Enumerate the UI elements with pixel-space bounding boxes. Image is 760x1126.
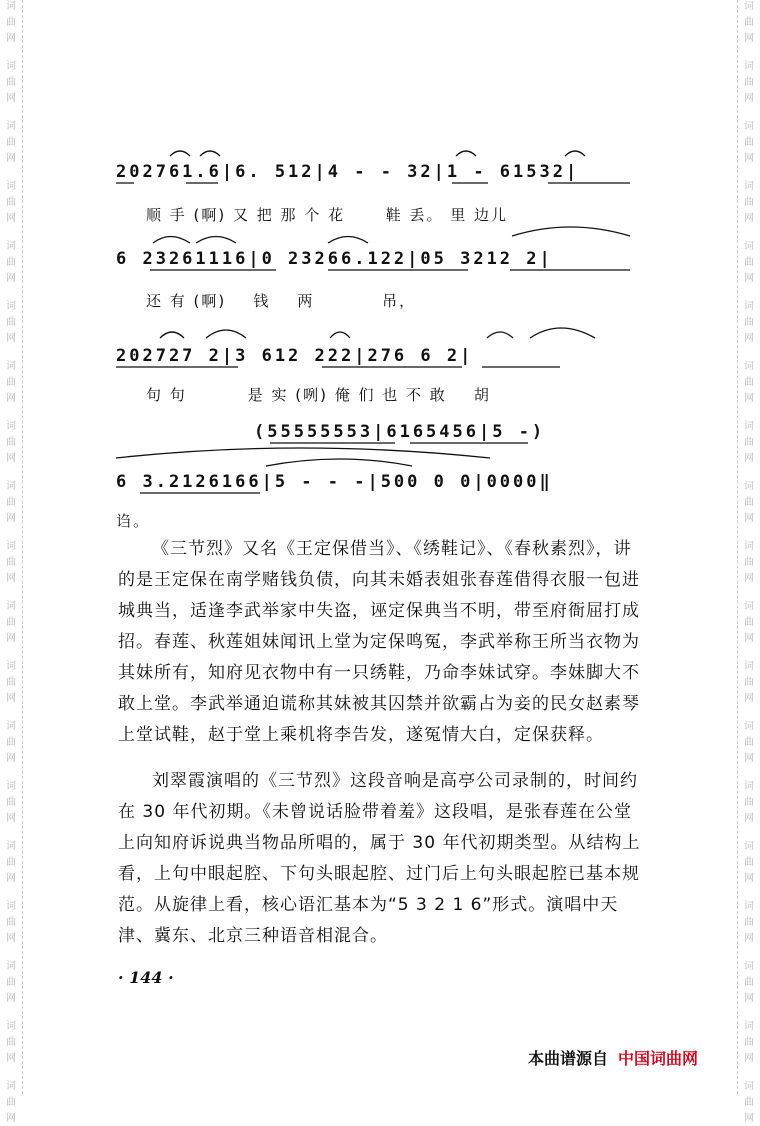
watermark-glyph: 网 — [744, 813, 754, 824]
score-line-5: 6 3.2126166|5 - - -|500 0 0|0000‖ — [116, 472, 553, 492]
watermark-glyph: 曲 — [744, 917, 754, 928]
watermark-glyph: 词 — [6, 781, 16, 792]
lyric-line-1: 顺 手 (啊) 又 把 那 个 花 鞋 丢。 里 边儿 — [146, 206, 508, 224]
watermark-glyph: 曲 — [6, 977, 16, 988]
watermark-glyph: 网 — [744, 393, 754, 404]
watermark-glyph: 网 — [6, 1113, 16, 1124]
watermark-glyph: 曲 — [6, 17, 16, 28]
watermark-glyph: 网 — [6, 93, 16, 104]
watermark-glyph: 曲 — [6, 677, 16, 688]
watermark-glyph: 词 — [6, 1081, 16, 1092]
watermark-glyph: 词 — [6, 841, 16, 852]
watermark-glyph: 网 — [6, 213, 16, 224]
watermark-glyph: 网 — [744, 213, 754, 224]
watermark-glyph: 网 — [744, 933, 754, 944]
watermark-glyph: 网 — [6, 333, 16, 344]
watermark-glyph: 曲 — [6, 77, 16, 88]
watermark-glyph: 网 — [6, 573, 16, 584]
watermark-glyph: 曲 — [744, 617, 754, 628]
watermark-glyph: 词 — [6, 601, 16, 612]
footer-credit — [528, 1046, 698, 1069]
watermark-glyph: 曲 — [6, 377, 16, 388]
score-slurs — [0, 0, 760, 540]
watermark-glyph: 网 — [744, 753, 754, 764]
watermark-glyph: 词 — [744, 601, 754, 612]
watermark-glyph: 曲 — [6, 917, 16, 928]
watermark-glyph: 网 — [744, 1053, 754, 1064]
watermark-glyph: 曲 — [744, 197, 754, 208]
watermark-glyph: 网 — [744, 573, 754, 584]
watermark-glyph: 曲 — [744, 77, 754, 88]
watermark-glyph: 网 — [744, 273, 754, 284]
watermark-glyph: 网 — [6, 453, 16, 464]
watermark-glyph: 词 — [744, 1081, 754, 1092]
watermark-glyph: 词 — [6, 541, 16, 552]
watermark-glyph: 曲 — [744, 677, 754, 688]
watermark-glyph: 词 — [744, 421, 754, 432]
watermark-glyph: 曲 — [6, 257, 16, 268]
watermark-glyph: 网 — [744, 333, 754, 344]
watermark-glyph: 网 — [6, 993, 16, 1004]
watermark-glyph: 词 — [6, 61, 16, 72]
watermark-glyph: 词 — [6, 1021, 16, 1032]
watermark-glyph: 曲 — [744, 737, 754, 748]
watermark-glyph: 曲 — [6, 557, 16, 568]
watermark-glyph: 曲 — [744, 857, 754, 868]
page-number: · 144 · — [118, 968, 174, 987]
footer-source-label: 本曲谱源自 — [528, 1049, 609, 1068]
watermark-glyph: 网 — [744, 1113, 754, 1124]
watermark-glyph: 词 — [6, 661, 16, 672]
watermark-glyph: 网 — [6, 633, 16, 644]
watermark-glyph: 曲 — [6, 797, 16, 808]
watermark-glyph: 词 — [6, 241, 16, 252]
watermark-glyph: 词 — [744, 721, 754, 732]
footer-site-name[interactable]: 中国词曲网 — [618, 1049, 699, 1068]
score-interlude: (55555553|6165456|5 -) — [254, 422, 546, 442]
watermark-glyph: 曲 — [6, 137, 16, 148]
watermark-glyph: 曲 — [6, 317, 16, 328]
watermark-glyph: 词 — [744, 1021, 754, 1032]
watermark-glyph: 网 — [6, 33, 16, 44]
watermark-glyph: 词 — [744, 781, 754, 792]
watermark-glyph: 曲 — [6, 737, 16, 748]
watermark-glyph: 网 — [6, 753, 16, 764]
watermark-glyph: 词 — [744, 841, 754, 852]
watermark-glyph: 网 — [6, 873, 16, 884]
watermark-glyph: 词 — [6, 361, 16, 372]
watermark-glyph: 网 — [744, 633, 754, 644]
watermark-glyph: 网 — [744, 513, 754, 524]
watermark-glyph: 词 — [744, 241, 754, 252]
watermark-glyph: 词 — [6, 961, 16, 972]
paragraph-recording-notes: 刘翠霞演唱的《三节烈》这段音响是高亭公司录制的，时间约在 30 年代初期。《未曾说话脸带着羞》这段唱，是张春莲在公堂上向知府诉说典当物品所唱的，属于 30 年代初期类型。从结构上看，上句中眼起腔、下句头眼起腔、过门后上句头眼起腔已基本规范。从旋律上看，核心语汇基本为“5 3 2 1 6”形式。演唱中天津、冀东、北京三种语音相混合。 — [118, 771, 641, 946]
watermark-glyph: 词 — [744, 61, 754, 72]
watermark-glyph: 曲 — [6, 497, 16, 508]
watermark-glyph: 词 — [744, 121, 754, 132]
watermark-glyph: 网 — [744, 93, 754, 104]
watermark-glyph: 曲 — [744, 137, 754, 148]
watermark-glyph: 曲 — [6, 617, 16, 628]
watermark-glyph: 词 — [6, 481, 16, 492]
watermark-glyph: 曲 — [744, 1097, 754, 1108]
watermark-glyph: 曲 — [744, 257, 754, 268]
lyric-line-5: 诌。 — [116, 512, 151, 530]
watermark-glyph: 词 — [744, 661, 754, 672]
watermark-glyph: 曲 — [744, 977, 754, 988]
lyric-line-3: 句 句 是 实 (咧) 俺 们 也 不 敢 胡 — [146, 386, 491, 404]
watermark-glyph: 词 — [6, 421, 16, 432]
watermark-glyph: 词 — [744, 1, 754, 12]
music-score — [0, 0, 760, 540]
watermark-glyph: 词 — [6, 721, 16, 732]
score-line-3: 202727 2|3 612 222|276 6 2| — [116, 346, 474, 366]
watermark-glyph: 词 — [6, 901, 16, 912]
watermark-glyph: 词 — [744, 361, 754, 372]
watermark-glyph: 网 — [6, 513, 16, 524]
watermark-glyph: 网 — [744, 153, 754, 164]
watermark-glyph: 曲 — [6, 1037, 16, 1048]
watermark-glyph: 词 — [6, 181, 16, 192]
watermark-glyph: 曲 — [744, 437, 754, 448]
watermark-glyph: 网 — [744, 993, 754, 1004]
watermark-glyph: 词 — [744, 901, 754, 912]
watermark-glyph: 曲 — [744, 1037, 754, 1048]
watermark-glyph: 网 — [744, 693, 754, 704]
watermark-glyph: 词 — [6, 121, 16, 132]
score-line-2: 6 23261116|0 23266.122|05 3212 2| — [116, 249, 553, 269]
watermark-glyph: 词 — [744, 181, 754, 192]
watermark-glyph: 网 — [6, 933, 16, 944]
watermark-glyph: 曲 — [744, 557, 754, 568]
watermark-glyph: 曲 — [6, 197, 16, 208]
watermark-glyph: 网 — [744, 33, 754, 44]
watermark-glyph: 词 — [744, 541, 754, 552]
watermark-glyph: 词 — [6, 1, 16, 12]
watermark-glyph: 词 — [744, 481, 754, 492]
watermark-glyph: 曲 — [744, 17, 754, 28]
watermark-glyph: 曲 — [744, 377, 754, 388]
watermark-glyph: 网 — [6, 1053, 16, 1064]
watermark-glyph: 曲 — [744, 317, 754, 328]
score-line-1: 202761.6|6. 512|4 - - 32|1 - 61532| — [116, 162, 580, 182]
watermark-glyph: 词 — [744, 301, 754, 312]
watermark-glyph: 曲 — [6, 1097, 16, 1108]
watermark-glyph: 网 — [6, 273, 16, 284]
watermark-glyph: 网 — [744, 453, 754, 464]
watermark-glyph: 网 — [6, 393, 16, 404]
watermark-glyph: 曲 — [6, 857, 16, 868]
lyric-line-2: 还 有 (啊) 钱 两 吊， — [146, 292, 417, 310]
watermark-glyph: 曲 — [6, 437, 16, 448]
watermark-glyph: 网 — [6, 153, 16, 164]
watermark-glyph: 网 — [744, 873, 754, 884]
watermark-glyph: 词 — [744, 961, 754, 972]
watermark-glyph: 网 — [6, 693, 16, 704]
watermark-glyph: 词 — [6, 301, 16, 312]
watermark-glyph: 曲 — [744, 797, 754, 808]
watermark-glyph: 网 — [6, 813, 16, 824]
paragraph-plot-summary: 《三节烈》又名《王定保借当》、《绣鞋记》、《春秋素烈》，讲的是王定保在南学赌钱负债，向其未婚表姐张春莲借得衣服一包进城典当，适逢李武举家中失盗，诬定保典当不明，带至府衙屈打成招。春莲、秋莲姐妹闻讯上堂为定保鸣冤，李武举称王所当衣物为其妹所有，知府见衣物中有一只绣鞋，乃命李妹试穿。李妹脚大不敢上堂。李武举通迫谎称其妹被其囚禁并欲霸占为妾的民女赵素琴上堂试鞋，赵于堂上乘机将李告发，遂冤情大白，定保获释。 — [118, 539, 640, 745]
watermark-glyph: 曲 — [744, 497, 754, 508]
